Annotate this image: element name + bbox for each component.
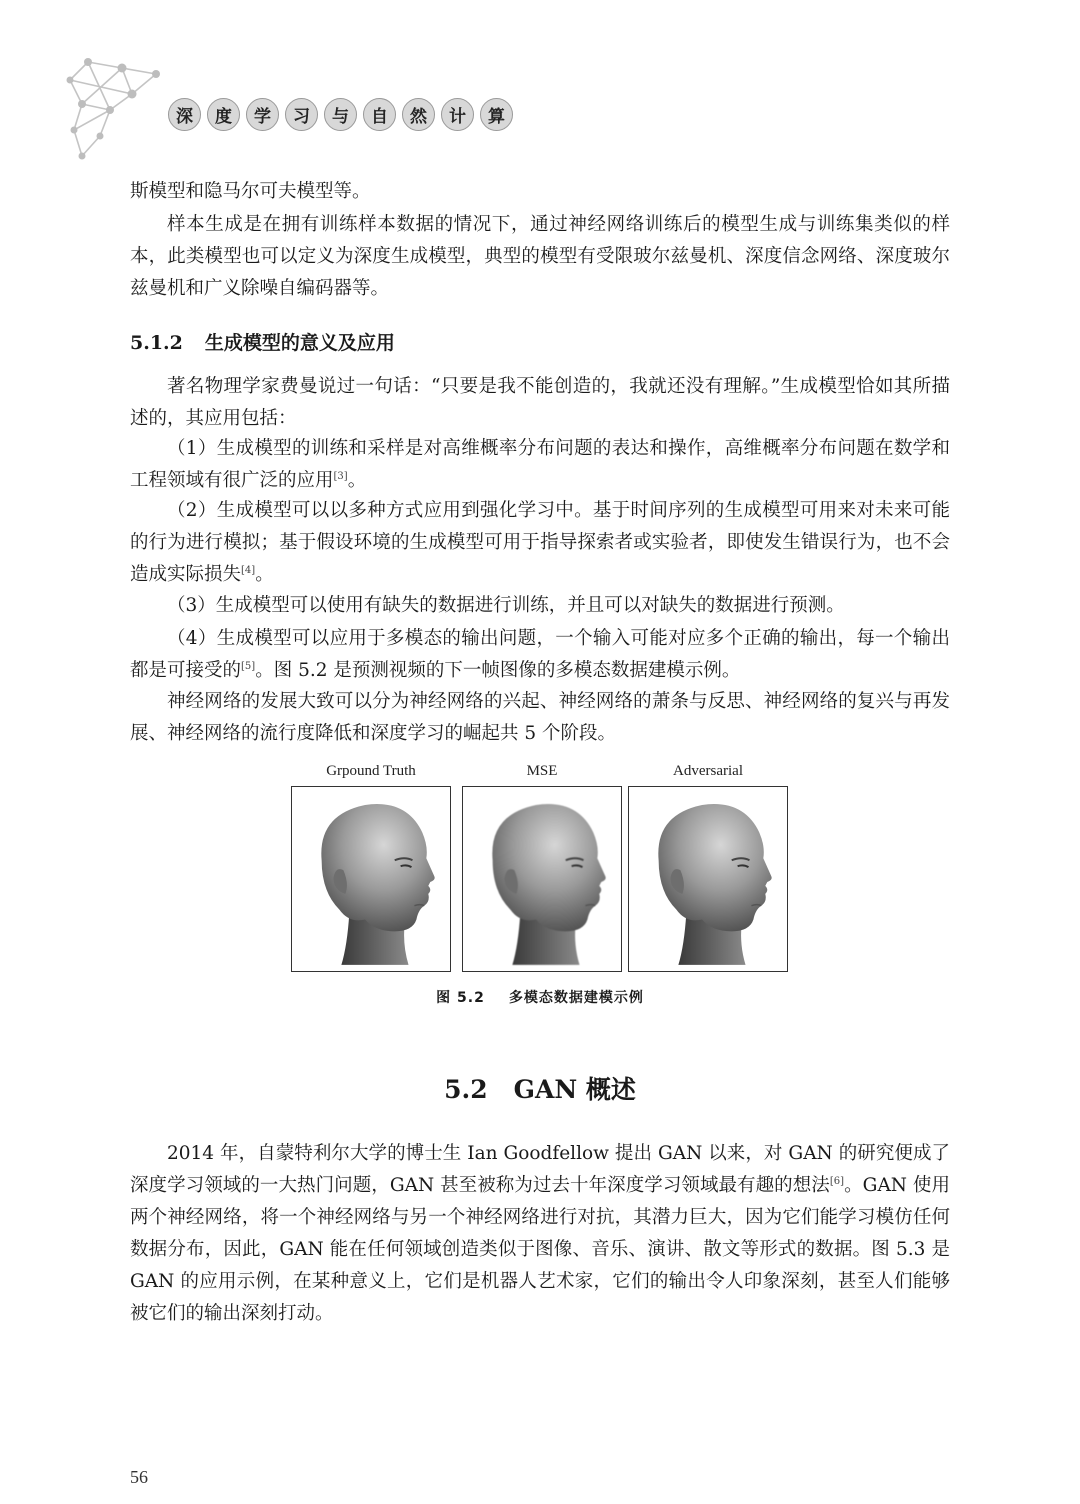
head-profile-icon bbox=[292, 787, 450, 971]
paragraph-gan-overview: 2014 年，自蒙特利尔大学的博士生 Ian Goodfellow 提出 GAN 以来，对 GAN 的研究便成了深度学习领域的一大热门问题，GAN 甚至被称为过去十年深度学习领域最有趣的想法[6]。GAN 使用两个神经网络，将一个神经网络与另一个神经网络进行对抗，其潜力巨大，因为它们能学习模仿任何数据分布，因此，GAN 能在任何领域创造类似于图像、音乐、演讲、散文等形式的数据。图 5.3 是 GAN 的应用示例，在某种意义上，它们是机器人艺术家，它们的输出令人印象深刻，甚至人们能够被它们的输出深刻打动。 bbox=[130, 1143, 950, 1324]
figure-panel-adversarial bbox=[628, 786, 788, 972]
citation-ref: [6] bbox=[829, 1175, 845, 1187]
header-char: 深 bbox=[168, 98, 201, 131]
panel-label-mse: MSE bbox=[526, 763, 558, 779]
list-item-3: （3）生成模型可以使用有缺失的数据进行训练，并且可以对缺失的数据进行预测。 bbox=[167, 595, 845, 616]
figure-caption-text: 多模态数据建模示例 bbox=[508, 990, 644, 1006]
head-profile-icon bbox=[463, 787, 621, 971]
paragraph-feynman: 著名物理学家费曼说过一句话：“只要是我不能创造的，我就还没有理解。”生成模型恰如其所描述的，其应用包括： bbox=[130, 376, 950, 429]
figure-panel-ground-truth bbox=[291, 786, 451, 972]
header-char: 习 bbox=[285, 98, 318, 131]
paragraph-sample-generation: 样本生成是在拥有训练样本数据的情况下，通过神经网络训练后的模型生成与训练集类似的样本，此类模型也可以定义为深度生成模型，典型的模型有受限玻尔兹曼机、深度信念网络、深度玻尔兹曼机和广义除噪自编码器等。 bbox=[130, 214, 950, 299]
subsection-number: 5.1.2 bbox=[130, 332, 183, 354]
panel-label-ground-truth: Grpound Truth bbox=[326, 763, 416, 779]
header-char: 然 bbox=[402, 98, 435, 131]
citation-ref: [5] bbox=[241, 660, 256, 672]
section-heading bbox=[0, 1070, 1080, 1106]
list-item-1: （1）生成模型的训练和采样是对高维概率分布问题的表达和操作，高维概率分布问题在数学和工程领域有很广泛的应用[3]。 bbox=[130, 438, 950, 491]
citation-ref: [3] bbox=[333, 470, 348, 482]
figure-panel-mse bbox=[462, 786, 622, 972]
header-char: 计 bbox=[441, 98, 474, 131]
section-title: GAN 概述 bbox=[513, 1075, 636, 1104]
running-header-title bbox=[168, 98, 513, 131]
panel-label-adversarial: Adversarial bbox=[673, 763, 743, 779]
paragraph-continuation: 斯模型和隐马尔可夫模型等。 bbox=[130, 181, 371, 202]
network-graph-icon bbox=[60, 52, 170, 162]
list-item-4: （4）生成模型可以应用于多模态的输出问题，一个输入可能对应多个正确的输出，每一个输出都是可接受的[5]。图 5.2 是预测视频的下一帧图像的多模态数据建模示例。 bbox=[130, 628, 950, 681]
paragraph-nn-history: 神经网络的发展大致可以分为神经网络的兴起、神经网络的萧条与反思、神经网络的复兴与再发展、神经网络的流行度降低和深度学习的崛起共 5 个阶段。 bbox=[130, 691, 950, 744]
header-char: 学 bbox=[246, 98, 279, 131]
head-profile-icon bbox=[629, 787, 787, 971]
subsection-title: 生成模型的意义及应用 bbox=[204, 332, 395, 354]
section-number: 5.2 bbox=[444, 1075, 488, 1104]
figure-caption bbox=[0, 987, 1080, 1007]
figure-number: 图 5.2 bbox=[436, 990, 485, 1006]
header-char: 算 bbox=[480, 98, 513, 131]
header-char: 度 bbox=[207, 98, 240, 131]
page-number: 56 bbox=[130, 1467, 148, 1487]
list-item-2: （2）生成模型可以以多种方式应用到强化学习中。基于时间序列的生成模型可用来对未来可能的行为进行模拟；基于假设环境的生成模型可用于指导探索者或实验者，即使发生错误行为，也不会造成实际损失[4]。 bbox=[130, 500, 950, 585]
citation-ref: [4] bbox=[241, 564, 256, 576]
header-char: 与 bbox=[324, 98, 357, 131]
header-char: 自 bbox=[363, 98, 396, 131]
subsection-heading bbox=[130, 328, 395, 355]
